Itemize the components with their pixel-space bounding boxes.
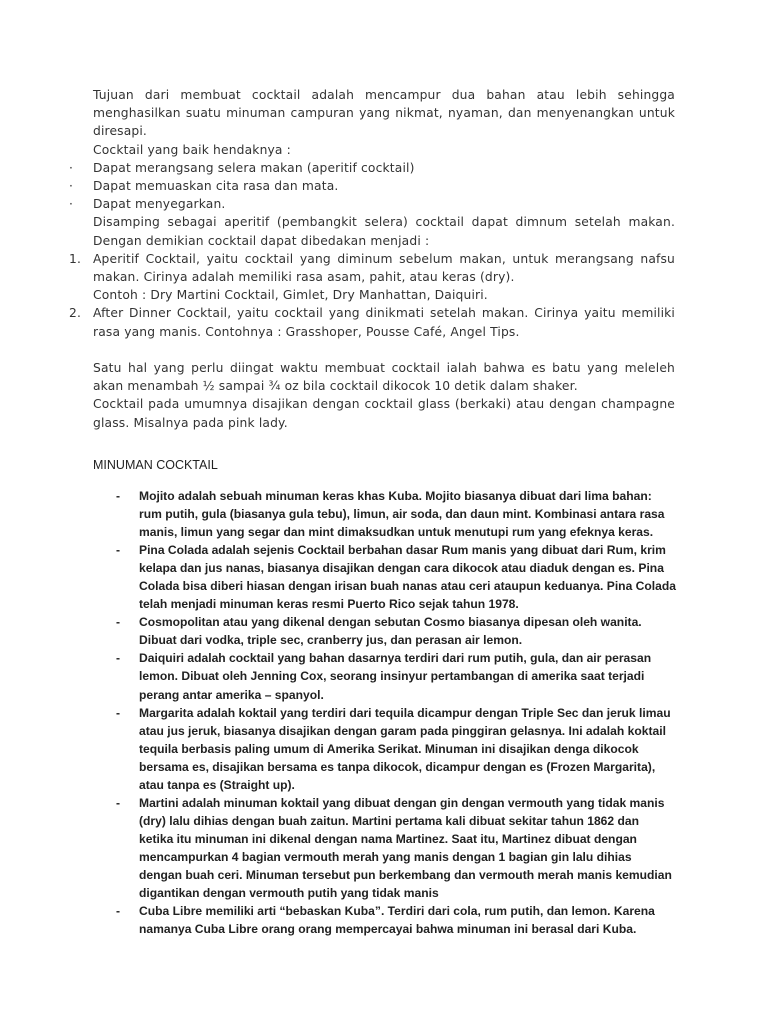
numbered-item: [69, 304, 675, 340]
types-lead-paragraph: Disamping sebagai aperitif (pembangkit selera) cocktail dapat dimnum setelah makan. Dengan demikian cocktail dapat dibedakan menjadi :: [93, 215, 675, 248]
item-text: Aperitif Cocktail, yaitu cocktail yang diminum sebelum makan, untuk merangsang nafsu makan. Cirinya adalah memiliki rasa asam, pahit, atau keras (dry).: [93, 251, 675, 285]
good-cocktail-lead: Cocktail yang baik hendaknya :: [93, 142, 291, 157]
blank-line: [69, 341, 675, 359]
cosmopolitan-text: Cosmopolitan atau yang dikenal dengan sebutan Cosmo biasanya dipesan oleh wanita. Dibuat dari vodka, triple sec, cranberry jus, dan perasan air lemon.: [139, 615, 642, 648]
list-item: [116, 794, 676, 902]
bullet-text: Dapat memuaskan cita rasa dan mata.: [93, 179, 339, 194]
dash-marker: -: [116, 615, 121, 630]
list-item: [116, 487, 676, 541]
margarita-text: Margarita adalah koktail yang terdiri dari tequila dicampur dengan Triple Sec dan jeruk limau atau jus jeruk, biasanya disajikan dengan garam pada pinggiran gelasnya. Ini adalah koktail tequila berbasis paling umum di Amerika Serikat. Minuman ini disajikan denga dikocok bersama es, disajikan bersama es tanpa dikocok, dicampur dengan es (Frozen Margarita), atau tanpa es (Straight up).: [139, 705, 671, 792]
dash-marker: -: [116, 489, 121, 503]
glass-note-paragraph: Cocktail pada umumnya disajikan dengan cocktail glass (berkaki) atau dengan champagne glass. Misalnya pada pink lady.: [93, 397, 675, 430]
dash-marker: -: [116, 651, 121, 666]
bullet-marker: ·: [69, 179, 74, 194]
list-item: [116, 541, 676, 613]
mojito-text: Mojito adalah sebuah minuman keras khas Kuba. Mojito biasanya dibuat dari lima bahan: rum putih, gula (biasanya gula tebu), limun, air soda, dan daun mint. Kombinasi antara rasa manis, limun yang segar dan mint dimaksudkan untuk menutupi rum yang efeknya keras.: [139, 489, 665, 540]
cocktail-list: [116, 487, 676, 938]
martini-text: Martini adalah minuman koktail yang dibuat dengan gin dengan vermouth yang tidak manis (dry) lalu dihias dengan buah zaitun. Martini pertama kali dibuat sekitar tahun 1862 dan ketika itu minuman ini dikenal dengan nama Martinez. Saat itu, Martinez dibuat dengan mencampurkan 4 bagian vermouth merah yang manis dengan 1 bagian gin lalu dihias dengan buah ceri. Minuman tersebut pun berkembang dan vermouth merah manis kemudian digantikan dengan vermouth putih yang tidak manis: [139, 795, 672, 901]
item-number: 2.: [69, 306, 82, 321]
bullet-item: [69, 159, 675, 177]
dash-marker: -: [116, 795, 121, 810]
daiquiri-text: Daiquiri adalah cocktail yang bahan dasarnya terdiri dari rum putih, gula, dan air perasan lemon. Dibuat oleh Jenning Cox, seorang insinyur pertambangan di amerika saat terjadi perang antar amerika – spanyol.: [139, 651, 652, 702]
item-example: Contoh : Dry Martini Cocktail, Gimlet, Dry Manhattan, Daiquiri.: [93, 288, 488, 303]
list-item: [116, 649, 676, 703]
pina-colada-text: Pina Colada adalah sejenis Cocktail berbahan dasar Rum manis yang dibuat dari Rum, krim kelapa dan jus nanas, biasanya disajikan dengan cara dikocok atau diaduk dengan es. Pina Colada bisa diberi hiasan dengan irisan buah nanas atau ceri ataupun keduanya. Pina Colada telah menjadi minuman keras resmi Puerto Rico sejak tahun 1978.: [139, 543, 676, 612]
intro-paragraph: Tujuan dari membuat cocktail adalah mencampur dua bahan atau lebih sehingga menghasilkan suatu minuman campuran yang nikmat, nyaman, dan menyenangkan untuk diresapi.: [93, 88, 675, 139]
dash-marker: -: [116, 904, 121, 919]
list-item: [116, 613, 676, 649]
bullet-item: [69, 195, 675, 213]
ice-note-paragraph: Satu hal yang perlu diingat waktu membuat cocktail ialah bahwa es batu yang meleleh akan menambah ½ sampai ¾ oz bila cocktail dikocok 10 detik dalam shaker.: [93, 361, 675, 394]
cuba-libre-text: Cuba Libre memiliki arti “bebaskan Kuba”. Terdiri dari cola, rum putih, dan lemon. Karena namanya Cuba Libre orang orang mempercayai bahwa minuman ini berasal dari Kuba.: [139, 904, 655, 937]
bullet-text: Dapat merangsang selera makan (aperitif cocktail): [93, 160, 415, 175]
item-number: 1.: [69, 251, 82, 266]
bullet-marker: ·: [69, 197, 74, 212]
intro-section: [69, 86, 675, 432]
section-title: MINUMAN COCKTAIL: [93, 458, 218, 472]
list-item: [116, 704, 676, 794]
item-text: After Dinner Cocktail, yaitu cocktail yang dinikmati setelah makan. Cirinya yaitu memiliki rasa yang manis. Contohnya : Grasshoper, Pousse Café, Angel Tips.: [93, 306, 675, 339]
numbered-item: [69, 250, 675, 305]
bullet-text: Dapat menyegarkan.: [93, 197, 226, 212]
bullet-item: [69, 177, 675, 195]
dash-marker: -: [116, 543, 121, 558]
bullet-marker: ·: [69, 160, 74, 175]
dash-marker: -: [116, 705, 121, 720]
list-item: [116, 902, 676, 938]
